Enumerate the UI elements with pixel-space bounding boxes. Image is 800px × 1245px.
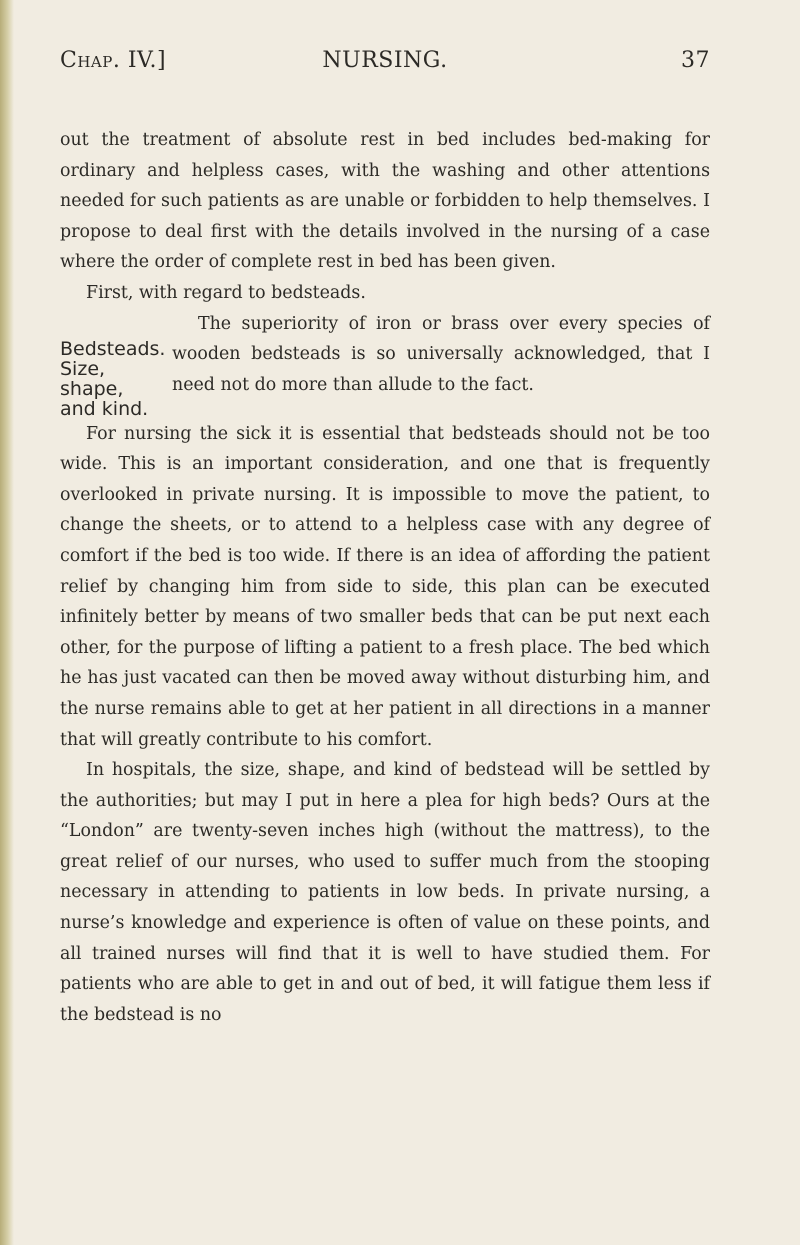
page-number: 37 bbox=[681, 48, 710, 73]
chapter-label: Chap. IV.] bbox=[60, 48, 167, 73]
margin-note-line: Bedsteads. bbox=[60, 337, 166, 360]
sidenote-block bbox=[60, 309, 710, 419]
paragraph: First, with regard to bedsteads. bbox=[86, 282, 366, 303]
margin-note bbox=[60, 339, 172, 419]
paragraph: The superiority of iron or brass over every species of wooden bedsteads is so universally acknowledged, that I need not do more than allude to the fact. bbox=[172, 313, 710, 395]
body-text bbox=[60, 125, 710, 1030]
margin-note-line: Size, shape, bbox=[60, 357, 124, 400]
running-head bbox=[60, 48, 710, 88]
paragraph: out the treatment of absolute rest in bed includes bed-making for ordinary and helpless cases, with the washing and other attentions needed for such patients as are unable or forbidden to help themselves. I propose to deal first with the details involved in the nursing of a case where the order of complete rest in bed has been given. bbox=[60, 130, 710, 273]
paragraph: In hospitals, the size, shape, and kind of bedstead will be settled by the authorities; but may I put in here a plea for high beds? Ours at the “London” are twenty-seven inches high (without the mattress), to the great relief of our nurses, who used to suffer much from the stooping necessary in attending to patients in low beds. In private nursing, a nurse’s knowledge and experience is often of value on these points, and all trained nurses will find that it is well to have studied them. For patients who are able to get in and out of bed, it will fatigue them less if the bedstead is no bbox=[60, 760, 710, 1025]
margin-note-line: and kind. bbox=[60, 397, 149, 420]
book-page bbox=[60, 48, 710, 1030]
page-binding-edge bbox=[0, 0, 14, 1245]
paragraph: For nursing the sick it is essential that bedsteads should not be too wide. This is an important consideration, and one that is frequently overlooked in private nursing. It is impossible to move the patient, to change the sheets, or to attend to a helpless case with any degree of comfort if the bed is too wide. If there is an idea of affording the patient relief by changing him from side to side, this plan can be executed infinitely better by means of two smaller beds that can be put next each other, for the purpose of lifting a patient to a fresh place. The bed which he has just vacated can then be moved away without disturbing him, and the nurse remains able to get at her patient in all directions in a manner that will greatly contribute to his comfort. bbox=[60, 423, 710, 750]
section-title: NURSING. bbox=[322, 48, 448, 73]
